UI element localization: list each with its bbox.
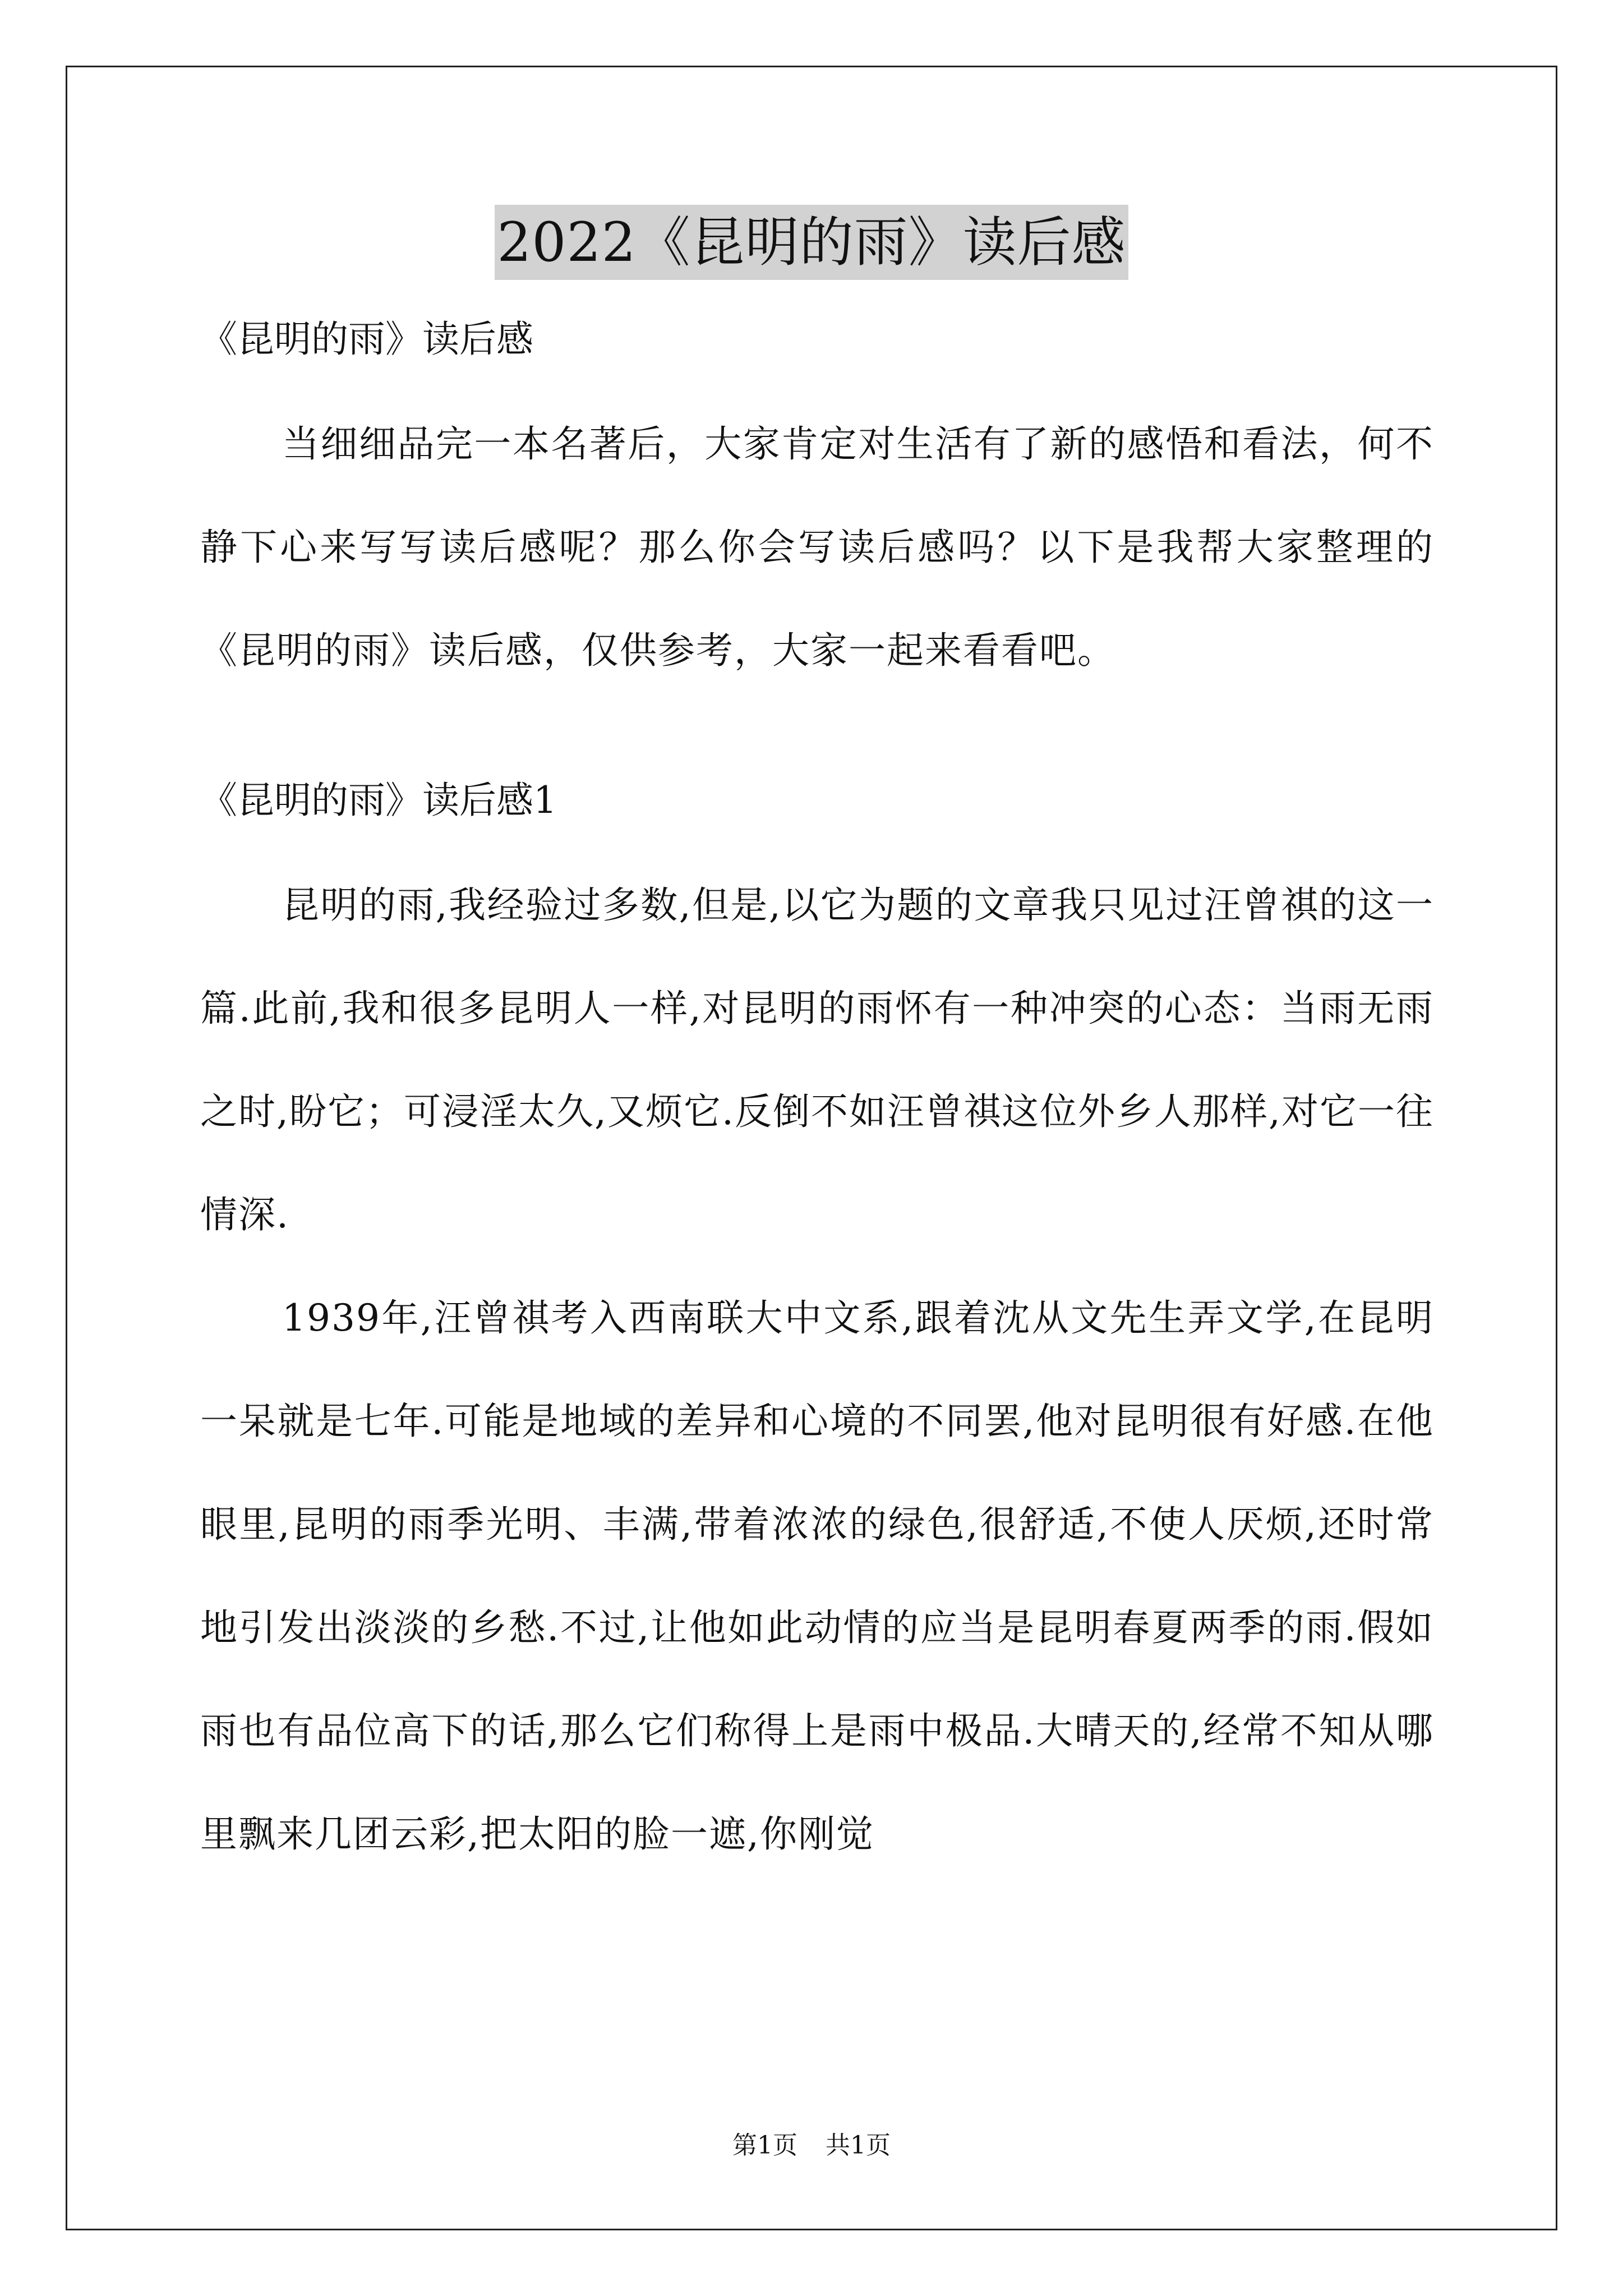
page-footer xyxy=(0,2129,1623,2162)
document-subtitle: 《昆明的雨》读后感 xyxy=(200,318,533,361)
page-total: 共1页 xyxy=(826,2131,891,2160)
page-number: 第1页 xyxy=(732,2131,797,2160)
document-body xyxy=(200,303,1434,1886)
document-title: 2022《昆明的雨》读后感 xyxy=(495,205,1128,280)
body-paragraph: 昆明的雨,我经验过多数,但是,以它为题的文章我只见过汪曾祺的这一篇.此前,我和很多昆明人一样,对昆明的雨怀有一种冲突的心态：当雨无雨之时,盼它；可浸淫太久,又烦它.反倒不如汪曾祺这位外乡人那样,对它一往情深. xyxy=(200,884,1434,1236)
intro-paragraph: 当细细品完一本名著后，大家肯定对生活有了新的感悟和看法，何不静下心来写写读后感呢？那么你会写读后感吗？以下是我帮大家整理的《昆明的雨》读后感，仅供参考，大家一起来看看吧。 xyxy=(200,422,1434,672)
body-paragraph: 1939年,汪曾祺考入西南联大中文系,跟着沈从文先生弄文学,在昆明一呆就是七年.可能是地域的差异和心境的不同罢,他对昆明很有好感.在他眼里,昆明的雨季光明、丰满,带着浓浓的绿色,很舒适,不使人厌烦,还时常地引发出淡淡的乡愁.不过,让他如此动情的应当是昆明春夏两季的雨.假如雨也有品位高下的话,那么它们称得上是雨中极品.大晴天的,经常不知从哪里飘来几团云彩,把太阳的脸一遮,你刚觉 xyxy=(200,1296,1434,1856)
section-heading: 《昆明的雨》读后感1 xyxy=(200,779,557,822)
spacer xyxy=(200,376,1434,393)
spacer xyxy=(200,837,1434,854)
title-wrap xyxy=(0,205,1623,280)
spacer xyxy=(200,702,1434,764)
